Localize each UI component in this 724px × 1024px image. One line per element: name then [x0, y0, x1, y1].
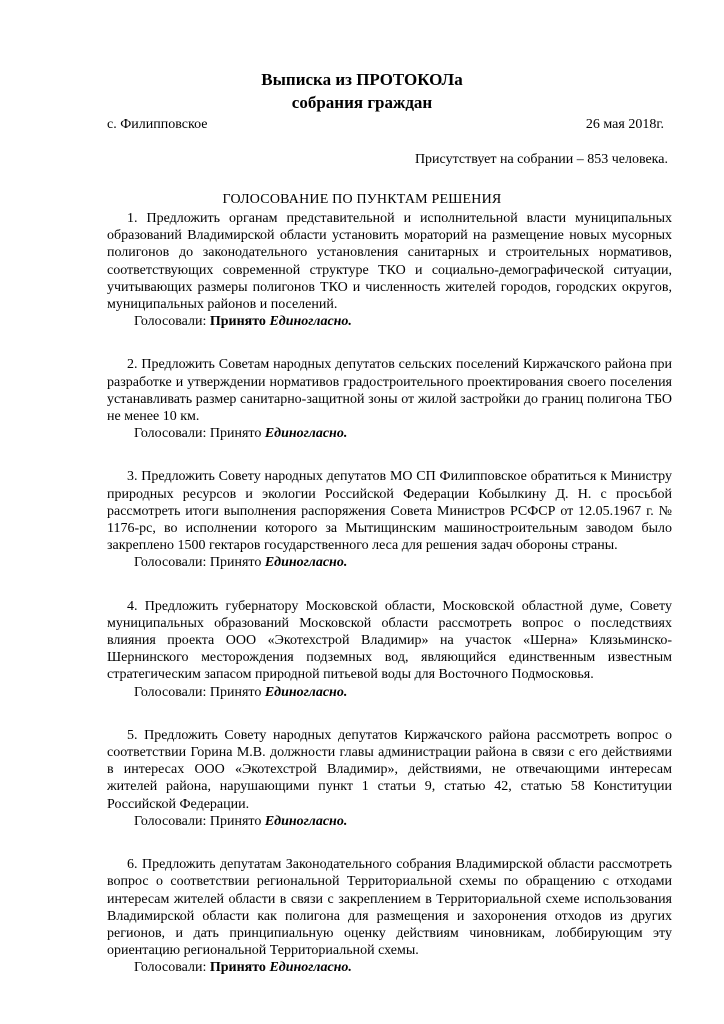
vote-label: Голосовали: [134, 960, 207, 976]
meeting-date: 26 мая 2018г. [585, 117, 664, 132]
vote-result: Единогласно. [264, 555, 348, 571]
decision-item-2 [107, 356, 672, 442]
vote-label: Голосовали: [134, 426, 207, 442]
vote-result: Единогласно. [264, 684, 348, 700]
attendance-count: Присутствует на собрании – 853 человека. [414, 152, 668, 167]
vote-line [107, 554, 672, 571]
decision-item-3 [107, 468, 672, 571]
decision-item-1 [107, 210, 672, 330]
vote-accepted: Принято [209, 960, 266, 976]
decision-items [107, 210, 672, 1003]
decision-text: 1. Предложить органам представительной и исполнительной власти муниципальных образований Владимирской области установить мораторий на размещение новых мусорных полигонов до законодательного установления санитарных и строительных нормативов, соответствующих современной структуре ТКО и социально-демографической ситуации, учитывающих размеры полигонов ТКО и численность жителей городов, городских округов, муниципальных районов и поселений. [107, 211, 672, 313]
vote-line [107, 813, 672, 830]
decision-item-6 [107, 856, 672, 976]
decision-text: 2. Предложить Советам народных депутатов сельских поселений Киржачского района при разработке и утверждении нормативов градостроительного проектирования своего поселения устанавливать размер санитарно-защитной зоны от жилой застройки до границ полигона ТБО не менее 10 км. [107, 357, 672, 425]
vote-label: Голосовали: [134, 555, 207, 571]
vote-label: Голосовали: [134, 314, 207, 330]
document-title: Выписка из ПРОТОКОЛа [261, 70, 463, 89]
decision-text: 4. Предложить губернатору Московской области, Московской областной думе, Совету муниципальных образований Московской области рассмотреть вопрос о последствиях влияния проекта ООО «Экотехстрой Владимир» на участок «Шерна» Клязьминско-Шернинского месторождения подземных вод, являющийся единственным известным стратегическим запасом природной питьевой воды для Восточного Подмосковья. [107, 598, 672, 683]
decision-item-5 [107, 727, 672, 830]
decision-text: 5. Предложить Совету народных депутатов Киржачского района рассмотреть вопрос о соответствии Горина М.В. должности главы администрации района в связи с его действиями в интересах ООО «Экотехстрой Владимир», действиями, не отвечающими интересам жителей района, нарушающими пункт 1 статьи 9, статью 42, статью 58 Конституции Российской Федерации. [107, 727, 672, 812]
vote-accepted: Принято [209, 314, 266, 330]
document-subtitle: собрания граждан [291, 93, 433, 112]
vote-line [107, 959, 672, 976]
vote-line [107, 684, 672, 701]
vote-accepted: Принято [209, 813, 262, 829]
vote-line [107, 313, 672, 330]
vote-label: Голосовали: [134, 813, 207, 829]
vote-result: Единогласно. [269, 314, 352, 330]
vote-result: Единогласно. [264, 426, 348, 442]
vote-label: Голосовали: [134, 684, 207, 700]
vote-result: Единогласно. [264, 813, 348, 829]
decision-text: 6. Предложить депутатам Законодательного собрания Владимирской области рассмотреть вопрос о соответствии региональной Территориальной схемы по обращению с отходами интересам жителей области в связи с закреплением в Территориальной схеме использования Владимирской области как полигона для размещения и захоронения отходов из других регионов, и дать принципиальную оценку действиям чиновникам, лоббирующим эту ориентацию региональной Территориальной схемы. [107, 857, 672, 959]
section-heading: ГОЛОСОВАНИЕ ПО ПУНКТАМ РЕШЕНИЯ [222, 192, 502, 207]
vote-line [107, 425, 672, 442]
vote-result: Единогласно. [269, 960, 352, 976]
vote-accepted: Принято [209, 426, 262, 442]
vote-accepted: Принято [209, 555, 262, 571]
decision-text: 3. Предложить Совету народных депутатов МО СП Филипповское обратиться к Министру природных ресурсов и экологии Российской Федерации Кобылкину Д. Н. с просьбой рассмотреть итоги выполнения распоряжения Совета Министров РСФСР от 12.05.1967 г. № 1176-рс, во исполнении которого за Мытищинским машиностроительным заводом было закреплено 1500 гектаров государственного леса для решения задач обороны страны. [107, 469, 672, 554]
meeting-place: с. Филипповское [107, 117, 208, 132]
vote-accepted: Принято [209, 684, 262, 700]
decision-item-4 [107, 598, 672, 701]
